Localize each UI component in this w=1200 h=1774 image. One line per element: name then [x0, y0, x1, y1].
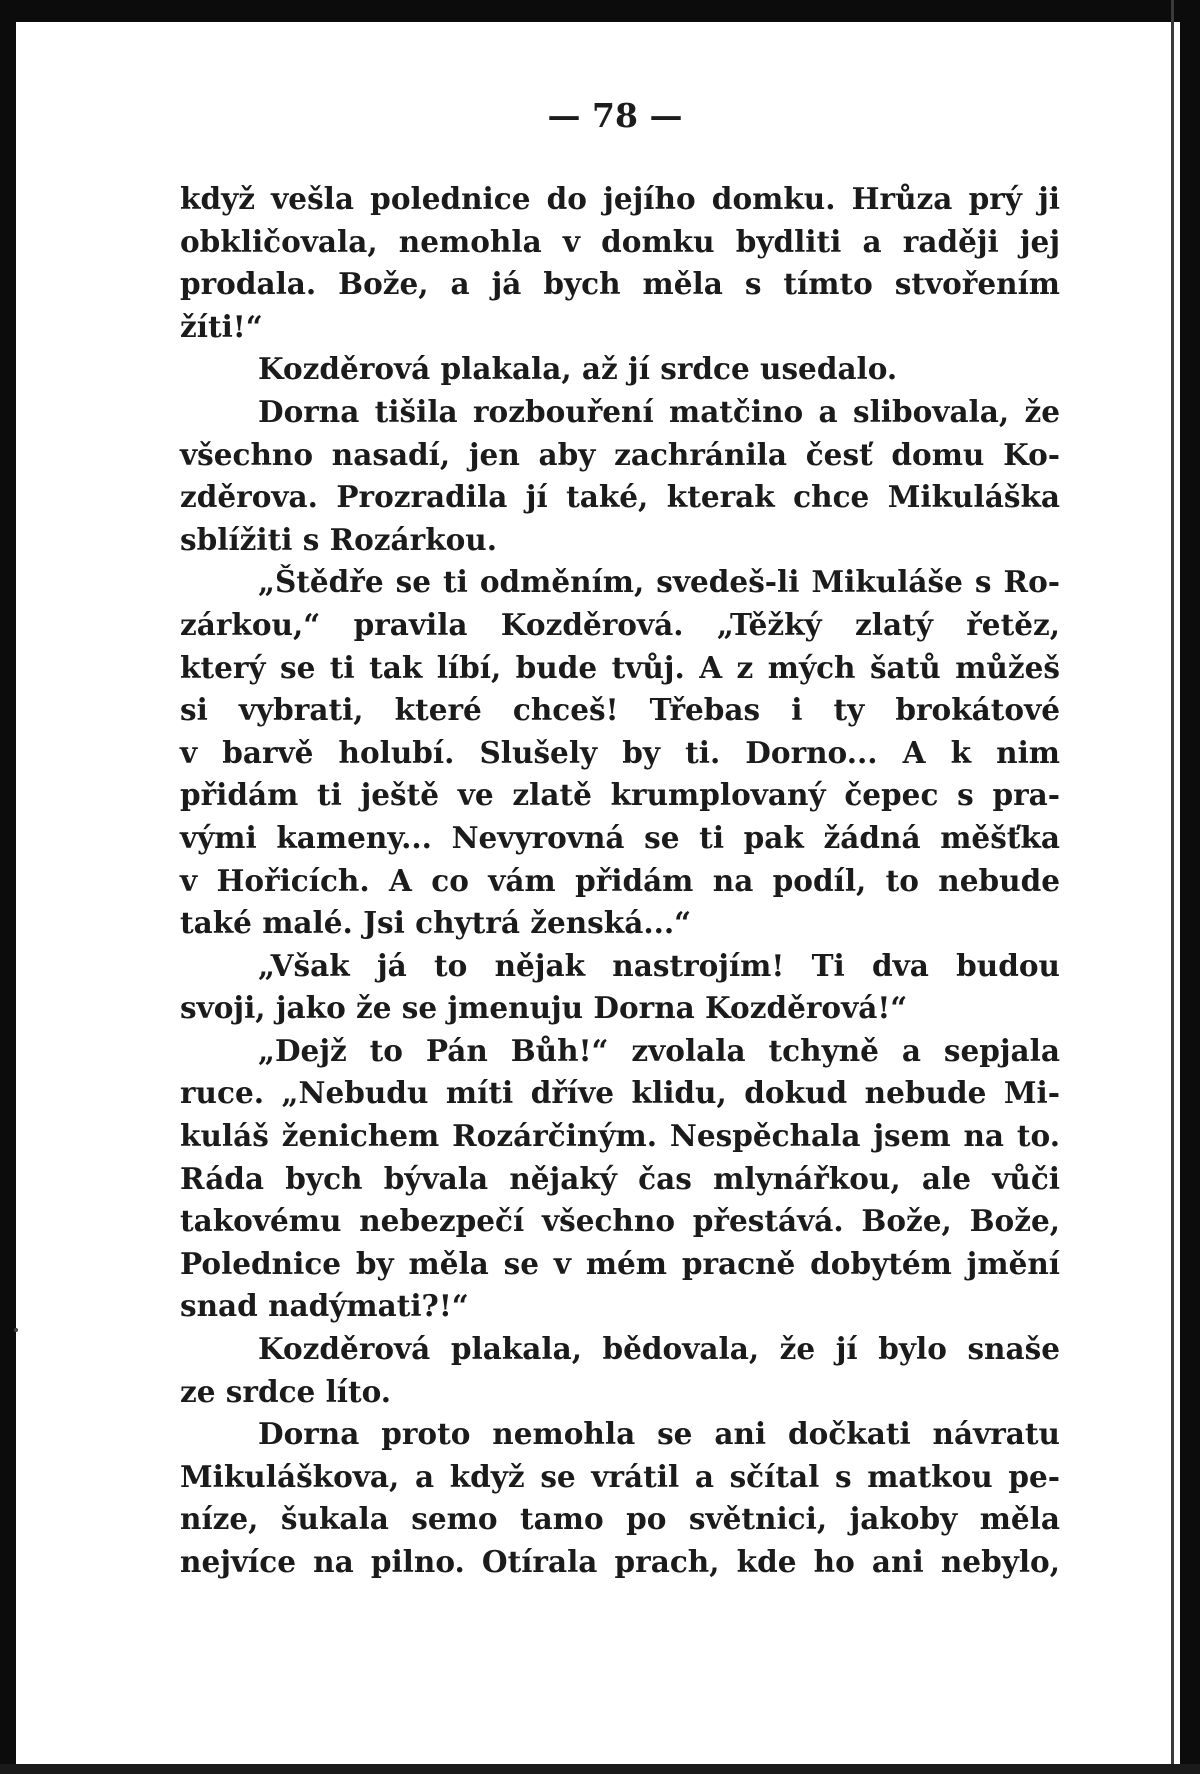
text-line: Polednice by měla se v mém pracně dobytém jmění [180, 1245, 1060, 1281]
text-line: Ráda bych bývala nějaký čas mlynářkou, ale vůči [180, 1160, 1060, 1196]
text-line: Dorna tišila rozbouření matčino a slibovala, že [258, 393, 1060, 429]
text-line: kuláš ženichem Rozárčiným. Nespěchala jsem na to. [180, 1118, 1060, 1154]
text-line: takovému nebezpečí všechno přestává. Bože, Bože, [180, 1203, 1060, 1239]
text-line: když vešla polednice do jejího domku. Hrůza prý ji [180, 181, 1060, 216]
text-line: ruce. „Nebudu míti dříve klidu, dokud nebude Mi- [180, 1075, 1060, 1111]
text-line: Kozděrová plakala, bědovala, že jí bylo snaše [258, 1331, 1060, 1367]
text-line: ze srdce líto. [180, 1373, 392, 1409]
text-line: přidám ti ještě ve zlatě krumplovaný čepec s pra- [180, 777, 1060, 813]
text-line: Dorna proto nemohla se ani dočkati návratu [258, 1416, 1060, 1452]
text-line: zárkou,“ pravila Kozděrová. „Těžký zlatý řetěz, [180, 606, 1060, 642]
text-line: v Hořicích. A co vám přidám na podíl, to nebude [180, 862, 1060, 898]
text-line: Mikuláškova, a když se vrátil a sčítal s matkou pe- [180, 1458, 1060, 1494]
scan-border-right [1180, 0, 1200, 1774]
text-line: nejvíce na pilno. Otírala prach, kde ho ani nebylo, [180, 1544, 1060, 1579]
text-line: svoji, jako že se jmenuju Dorna Kozděrová!“ [180, 990, 908, 1026]
text-line: Kozděrová plakala, až jí srdce usedalo. [258, 351, 898, 387]
scan-border-right-line [1171, 0, 1174, 1774]
text-line: také malé. Jsi chytrá ženská...“ [180, 905, 692, 941]
text-line: sblížiti s Rozárkou. [180, 521, 498, 557]
text-line: níze, šukala semo tamo po světnici, jakoby měla [180, 1501, 1060, 1537]
scan-border-top [0, 0, 1200, 22]
body-text [180, 178, 1060, 1584]
text-line: obkličovala, nemohla v domku bydliti a raději jej [180, 223, 1060, 259]
text-line: vými kameny... Nevyrovná se ti pak žádná měšťka [180, 819, 1060, 855]
scan-speck [14, 1328, 18, 1332]
scan-border-bottom [0, 1764, 1200, 1774]
page-number: — 78 — [547, 96, 683, 135]
text-line: zděrova. Prozradila jí také, kterak chce Mikuláška [180, 479, 1060, 515]
text-line: prodala. Bože, a já bych měla s tímto stvořením [180, 266, 1060, 302]
scan-border-left [0, 0, 16, 1774]
text-line: žíti!“ [180, 308, 263, 344]
text-line: si vybrati, které chceš! Třebas i ty brokátové [180, 692, 1060, 728]
text-line: „Dejž to Pán Bůh!“ zvolala tchyně a sepjala [258, 1032, 1060, 1068]
text-line: v barvě holubí. Slušely by ti. Dorno... A k nim [180, 734, 1060, 770]
text-line: snad nadýmati?!“ [180, 1288, 469, 1324]
text-line: „Štědře se ti odměním, svedeš-li Mikuláše s Ro- [258, 564, 1060, 600]
text-line: všechno nasadí, jen aby zachránila česť domu Ko- [180, 436, 1060, 472]
text-line: „Však já to nějak nastrojím! Ti dva budou [258, 947, 1060, 983]
text-line: který se ti tak líbí, bude tvůj. A z mých šatů můžeš [180, 649, 1060, 685]
